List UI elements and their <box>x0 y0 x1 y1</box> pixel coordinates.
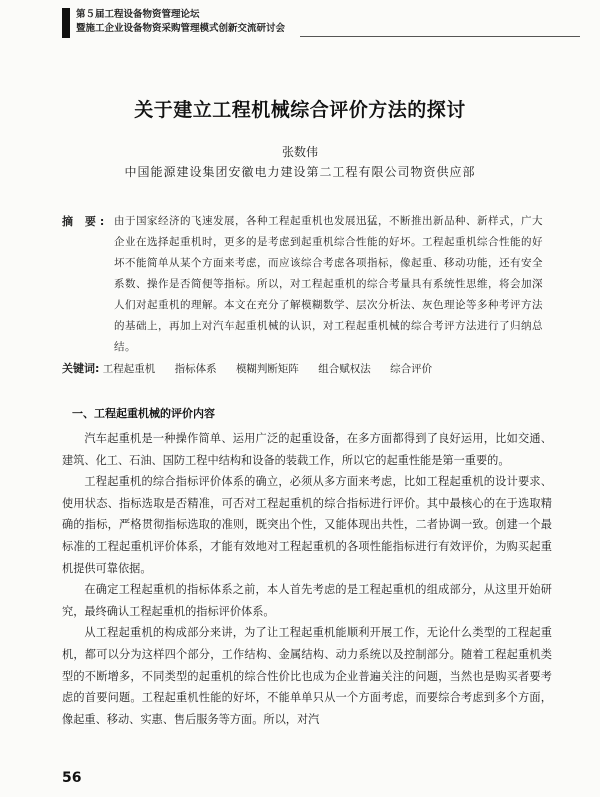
header-accent-bar <box>62 8 70 38</box>
section-heading: 一、工程起重机械的评价内容 <box>72 407 215 420</box>
keyword-item: 工程起重机 <box>102 363 156 375</box>
keyword-item: 模糊判断矩阵 <box>235 363 299 375</box>
running-header <box>76 8 285 36</box>
keywords-label: 关键词: <box>62 362 100 375</box>
author-affiliation: 中国能源建设集团安徽电力建设第二工程有限公司物资供应部 <box>124 165 476 179</box>
page-number: 56 <box>62 770 82 786</box>
body-text <box>62 428 552 730</box>
paragraph: 汽车起重机是一种操作简单、运用广泛的起重设备，在多方面都得到了良好运用，比如交通、建筑、化工、石油、国防工程中结构和设备的装载工作，所以它的起重性能是第一重要的。 <box>62 432 552 467</box>
keyword-item: 综合评价 <box>390 363 433 375</box>
paragraph: 从工程起重机的构成部分来讲，为了让工程起重机能顺利开展工作，无论什么类型的工程起重机，都可以分为这样四个部分，工作结构、金属结构、动力系统以及控制部分。随着工程起重机类型的不断增多，不同类型的起重机的综合性价比也成为企业普遍关注的问题，当然也是购买者要考虑的首要问题。工程起重机性能的好坏，不能单单只从一个方面考虑，而要综合考虑到多个方面，像起重、移动、实惠、售后服务等方面。所以，对汽 <box>62 626 552 726</box>
abstract-text: 由于国家经济的飞速发展，各种工程起重机也发展迅猛，不断推出新品种、新样式，广大企业在选择起重机时，更多的是考虑到起重机综合性能的好坏。工程起重机综合性能的好坏不能简单从某个方面来考虑，而应该综合考虑各项指标，像起重、移动功能，还有安全系数、操作是否简便等指标。所以，对工程起重机的综合考量具有系统性思维，将会加深人们对起重机的理解。本文在充分了解模糊数学、层次分析法、灰色理论等多种考评方法的基础上，再加上对汽车起重机械的认识，对工程起重机械的综合考评方法进行了归纳总结。 <box>114 215 543 353</box>
keyword-item: 指标体系 <box>174 363 217 375</box>
abstract-label: 摘 要: <box>62 215 109 228</box>
article-title: 关于建立工程机械综合评价方法的探讨 <box>134 99 466 121</box>
header-line-1: 第５届工程设备物资管理论坛 <box>76 9 200 20</box>
paragraph: 在确定工程起重机的指标体系之前，本人首先考虑的是工程起重机的组成部分，从这里开始研究，最终确认工程起重机的指标评价体系。 <box>62 583 552 618</box>
abstract <box>62 211 552 358</box>
author-name: 张数伟 <box>281 145 318 159</box>
paragraph: 工程起重机的综合指标评价体系的确立，必须从多方面来考虑，比如工程起重机的设计要求、使用状态、指标选取是否精准，可否对工程起重机的综合指标进行评价。其中最核心的在于选取精确的指标，严格贯彻指标选取的准则，既突出个性，又能体现出共性，二者协调一致。创建一个最标准的工程起重机评价体系，才能有效地对工程起重机的各项性能指标进行有效评价，为购买起重机提供可靠依据。 <box>62 475 552 575</box>
header-rule <box>300 36 580 37</box>
header-line-2: 暨施工企业设备物资采购管理模式创新交流研讨会 <box>76 23 286 34</box>
keywords <box>62 360 562 376</box>
keyword-item: 组合赋权法 <box>318 363 371 375</box>
